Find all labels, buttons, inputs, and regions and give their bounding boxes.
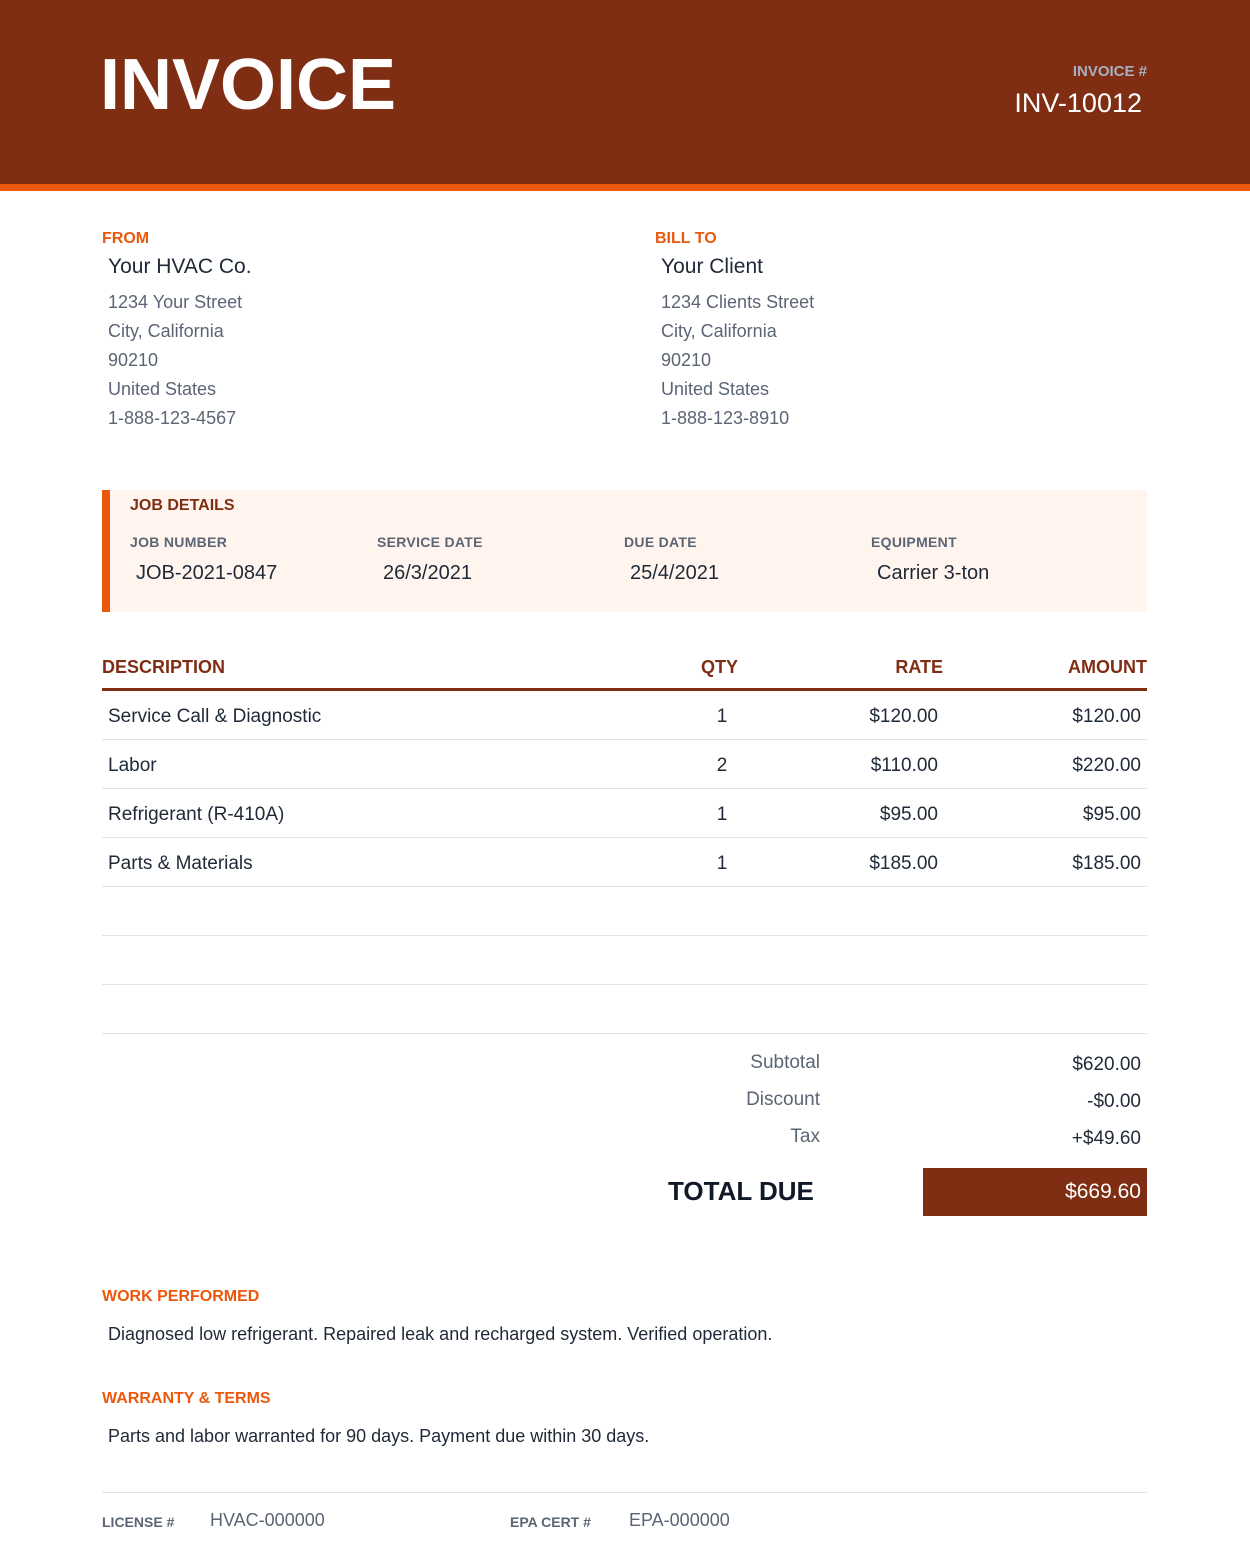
row-rate: $95.00 (879, 804, 938, 825)
work-performed-label: WORK PERFORMED (102, 1288, 260, 1305)
from-street: 1234 Your Street (108, 292, 243, 312)
discount-row (540, 1087, 1147, 1124)
invoice-number: INV-10012 (1014, 88, 1142, 118)
invoice-header (0, 0, 1250, 184)
job-number-field (130, 534, 370, 585)
job-details-box (102, 490, 1147, 612)
bill-to-phone: 1-888-123-8910 (661, 408, 790, 428)
warranty-label: WARRANTY & TERMS (102, 1390, 271, 1407)
header-amount: AMOUNT (1068, 657, 1147, 677)
row-description: Refrigerant (R-410A) (108, 804, 285, 825)
invoice-title: INVOICE (100, 45, 397, 125)
from-label: FROM (102, 230, 150, 247)
from-country: United States (108, 379, 217, 399)
row-qty: 1 (716, 804, 728, 825)
row-rate: $185.00 (869, 853, 938, 874)
from-zip: 90210 (108, 350, 159, 370)
epa-cert-value: EPA-000000 (629, 1510, 730, 1530)
equipment-label: EQUIPMENT (871, 534, 957, 550)
license-value: HVAC-000000 (210, 1510, 325, 1530)
table-row-empty (102, 985, 1147, 1034)
table-row-empty (102, 887, 1147, 936)
job-details-title: JOB DETAILS (130, 497, 235, 514)
bill-to-zip: 90210 (661, 350, 712, 370)
discount-label: Discount (746, 1089, 820, 1110)
license-label: LICENSE # (102, 1514, 175, 1530)
work-performed-section (102, 1288, 1147, 1345)
row-qty: 1 (716, 853, 728, 874)
warranty-text: Parts and labor warranted for 90 days. Payment due within 30 days. (108, 1426, 650, 1446)
header-accent-stripe (0, 184, 1250, 191)
from-phone: 1-888-123-4567 (108, 408, 237, 428)
discount-value: -$0.00 (1087, 1091, 1141, 1112)
table-row (102, 691, 1147, 740)
row-amount: $185.00 (1072, 853, 1141, 874)
tax-value: +$49.60 (1071, 1128, 1141, 1149)
bill-to-section (655, 230, 1155, 433)
bill-to-street: 1234 Clients Street (661, 292, 815, 312)
bill-to-name: Your Client (661, 255, 763, 278)
bill-to-city: City, California (661, 321, 777, 341)
work-performed-text: Diagnosed low refrigerant. Repaired leak and recharged system. Verified operation. (108, 1324, 773, 1344)
invoice-footer (102, 1492, 1147, 1553)
service-date-value: 26/3/2021 (383, 562, 472, 584)
from-city: City, California (108, 321, 224, 341)
table-row (102, 740, 1147, 789)
row-rate: $110.00 (870, 755, 938, 776)
header-rate: RATE (895, 657, 943, 677)
row-rate: $120.00 (869, 706, 938, 727)
total-due-label: TOTAL DUE (668, 1176, 814, 1206)
equipment-value: Carrier 3-ton (877, 562, 990, 584)
table-row (102, 838, 1147, 887)
total-due-box (923, 1168, 1147, 1216)
subtotal-row (540, 1050, 1147, 1087)
epa-cert-label: EPA CERT # (510, 1514, 591, 1530)
bill-to-label: BILL TO (655, 230, 717, 247)
bill-to-country: United States (661, 379, 770, 399)
totals-section (540, 1050, 1147, 1161)
row-qty: 2 (716, 755, 728, 776)
line-items-table (102, 655, 1147, 1034)
table-row (102, 789, 1147, 838)
row-amount: $120.00 (1072, 706, 1141, 727)
invoice-number-label: INVOICE # (1072, 63, 1147, 80)
table-header (102, 655, 1147, 691)
header-description: DESCRIPTION (102, 657, 226, 677)
table-row-empty (102, 936, 1147, 985)
row-amount: $95.00 (1082, 804, 1141, 825)
due-date-field (624, 534, 864, 585)
tax-label: Tax (790, 1126, 820, 1147)
tax-row (540, 1124, 1147, 1161)
from-section (102, 230, 602, 433)
service-date-label: SERVICE DATE (377, 534, 483, 550)
due-date-label: DUE DATE (624, 534, 697, 550)
subtotal-label: Subtotal (750, 1052, 820, 1073)
due-date-value: 25/4/2021 (630, 562, 719, 584)
job-number-label: JOB NUMBER (130, 534, 228, 550)
row-description: Parts & Materials (108, 853, 253, 874)
job-number-value: JOB-2021-0847 (136, 562, 278, 584)
header-qty: QTY (701, 657, 739, 677)
row-description: Labor (108, 755, 157, 776)
row-qty: 1 (716, 706, 728, 727)
warranty-section (102, 1390, 1147, 1447)
row-amount: $220.00 (1072, 755, 1141, 776)
subtotal-value: $620.00 (1072, 1054, 1141, 1075)
from-name: Your HVAC Co. (108, 255, 252, 278)
row-description: Service Call & Diagnostic (108, 706, 322, 727)
equipment-field (871, 534, 1111, 585)
service-date-field (377, 534, 617, 585)
total-due-value: $669.60 (1065, 1180, 1141, 1203)
